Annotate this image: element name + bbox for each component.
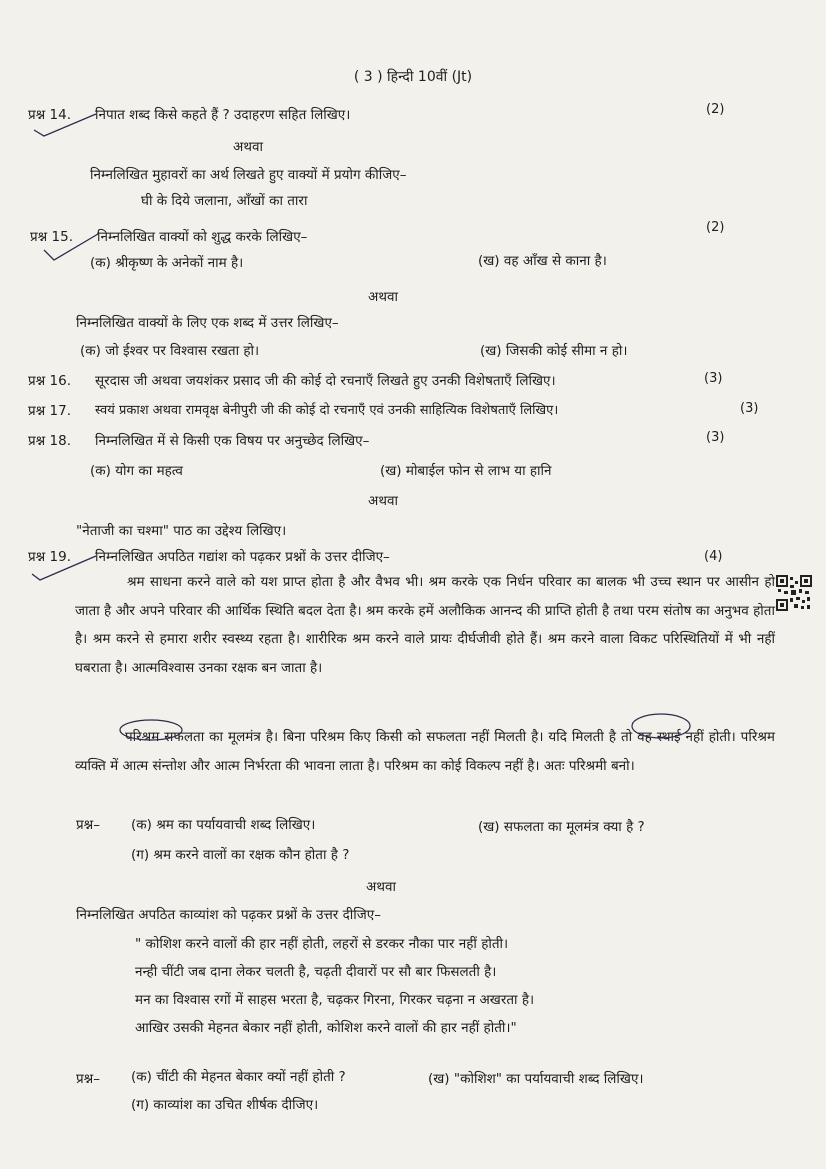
q15-option-a: (क) श्रीकृष्ण के अनेकों नाम है।: [90, 255, 244, 271]
q19-passage-paragraph-2: परिश्रम सफलता का मूलमंत्र है। बिना परिश्रम किए किसी को सफलता नहीं मिलती है। यदि मिलती है तो वह स्थाई नहीं होती। परिश्रम व्यक्ति में आत्म संन्तोश और आत्म निर्भरता की भावना लाता है। परिश्रम का कोई विकल्प नहीं है। अतः परिश्रमी बनो।: [75, 729, 775, 774]
q18-alt-text: "नेताजी का चश्मा" पाठ का उद्देश्य लिखिए।: [76, 523, 287, 539]
poem-line: " कोशिश करने वालों की हार नहीं होती, लहरों से डरकर नौका पार नहीं होती।: [135, 936, 509, 952]
q19-poem-question-b: (ख) "कोशिश" का पर्यायवाची शब्द लिखिए।: [428, 1071, 644, 1087]
q15-label: प्रश्न 15.: [30, 229, 73, 245]
q15-or: अथवा: [368, 289, 398, 305]
q19-text: निम्नलिखित अपठित गद्यांश को पढ़कर प्रश्नों के उत्तर दीजिए–: [95, 549, 390, 565]
qr-code-icon: [776, 575, 812, 611]
q19-question-c: (ग) श्रम करने वालों का रक्षक कौन होता है ?: [131, 847, 350, 863]
poem-line: आखिर उसकी मेहनत बेकार नहीं होती, कोशिश करने वालों की हार नहीं होती।": [135, 1020, 517, 1036]
q18-option-a: (क) योग का महत्व: [90, 463, 183, 479]
q17-text: स्वयं प्रकाश अथवा रामवृक्ष बेनीपुरी जी की कोई दो रचनाएँ एवं उनकी साहित्यिक विशेषताएँ लिखिए।: [95, 403, 559, 418]
page-header: ( 3 ) हिन्दी 10वीं (Jt): [353, 69, 473, 85]
q19-poem-question-c: (ग) काव्यांश का उचित शीर्षक दीजिए।: [131, 1097, 319, 1113]
q14-text: निपात शब्द किसे कहते हैं ? उदाहरण सहित लिखिए।: [95, 107, 351, 123]
q18-marks: (3): [706, 430, 725, 445]
q19-question-b: (ख) सफलता का मूलमंत्र क्या है ?: [478, 819, 645, 835]
q17-marks: (3): [740, 401, 759, 416]
q19-questions-label: प्रश्न–: [76, 817, 100, 833]
poem-line: मन का विश्वास रगों में साहस भरता है, चढ़कर गिरना, गिरकर चढ़ना न अखरता है।: [135, 992, 535, 1008]
q16-marks: (3): [704, 371, 723, 386]
q19-or: अथवा: [366, 879, 396, 895]
q14-idioms: घी के दिये जलाना, आँखों का तारा: [141, 193, 308, 209]
q15-alt-option-b: (ख) जिसकी कोई सीमा न हो।: [480, 343, 628, 359]
q14-or: अथवा: [233, 139, 263, 155]
q19-poem: [135, 930, 534, 1042]
q19-poem-question-a: (क) चींटी की मेहनत बेकार क्यों नहीं होती ?: [131, 1069, 346, 1085]
q18-option-b: (ख) मोबाईल फोन से लाभ या हानि: [380, 463, 552, 479]
q16-text: सूरदास जी अथवा जयशंकर प्रसाद जी की कोई दो रचनाएँ लिखते हुए उनकी विशेषताएँ लिखिए।: [95, 373, 556, 389]
q14-marks: (2): [706, 102, 725, 117]
q19-question-a: (क) श्रम का पर्यायवाची शब्द लिखिए।: [131, 817, 316, 833]
q18-or: अथवा: [368, 493, 398, 509]
q14-label: प्रश्न 14.: [28, 107, 71, 123]
poem-line: नन्ही चींटी जब दाना लेकर चलती है, चढ़ती दीवारों पर सौ बार फिसलती है।: [135, 964, 497, 980]
q18-text: निम्नलिखित में से किसी एक विषय पर अनुच्छेद लिखिए–: [95, 433, 370, 449]
q15-text: निम्नलिखित वाक्यों को शुद्ध करके लिखिए–: [97, 229, 308, 245]
q15-option-b: (ख) वह आँख से काना है।: [478, 253, 607, 269]
q19-poem-instruction: निम्नलिखित अपठित काव्यांश को पढ़कर प्रश्नों के उत्तर दीजिए–: [76, 907, 382, 923]
q19-passage-paragraph-1: श्रम साधना करने वाले को यश प्राप्त होता है और वैभव भी। श्रम करके एक निर्धन परिवार का बालक भी उच्च स्थान पर आसीन हो जाता है और अपने परिवार की आर्थिक स्थिति बदल देता है। श्रम करके हमें अलौकिक आनन्द की प्राप्ति होती है तथा परम संतोष का अनुभव होता है। श्रम करने से हमारा शरीर स्वस्थ्य रहता है। शारीरिक श्रम करने वाले प्रायः दीर्घजीवी होते हैं। श्रम करने वाला विकट परिस्थितियों में भी नहीं घबराता है। आत्मविश्वास उनका रक्षक बन जाता है।: [75, 574, 775, 676]
q15-alt-option-a: (क) जो ईश्वर पर विश्वास रखता हो।: [80, 343, 260, 359]
q19-poem-questions-label: प्रश्न–: [76, 1071, 100, 1087]
q16-label: प्रश्न 16.: [28, 373, 71, 389]
q19-label: प्रश्न 19.: [28, 549, 71, 565]
q17-label: प्रश्न 17.: [28, 403, 71, 419]
q18-label: प्रश्न 18.: [28, 433, 71, 449]
q15-alt-text: निम्नलिखित वाक्यों के लिए एक शब्द में उत्तर लिखिए–: [76, 315, 339, 331]
q14-alt-text: निम्नलिखित मुहावरों का अर्थ लिखते हुए वाक्यों में प्रयोग कीजिए–: [90, 167, 407, 183]
q19-marks: (4): [704, 549, 723, 564]
q15-marks: (2): [706, 220, 725, 235]
